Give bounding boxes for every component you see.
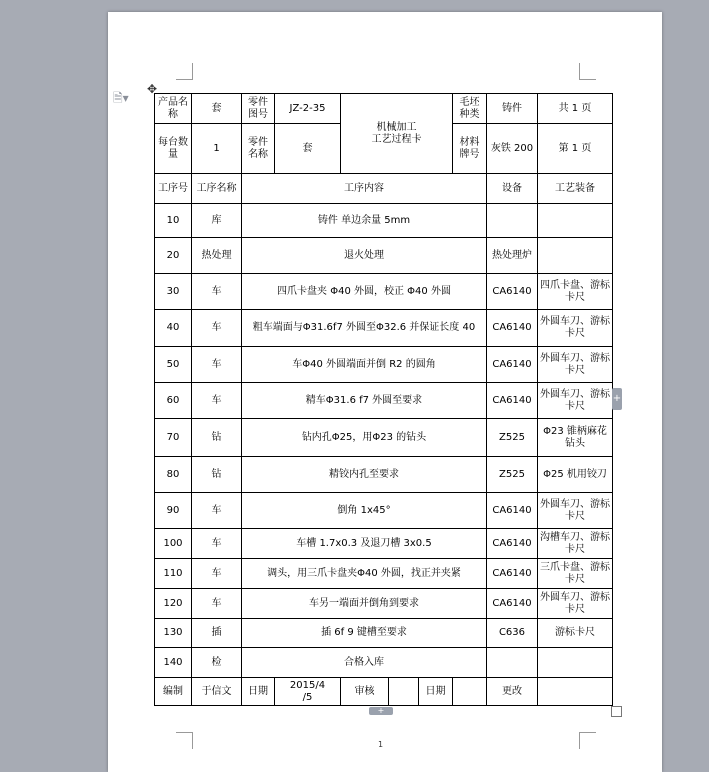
- op-equipment: CA6140: [487, 310, 538, 347]
- op-equipment: [487, 648, 538, 678]
- change-value: [538, 678, 613, 706]
- table-add-column-handle[interactable]: +: [612, 388, 622, 410]
- op-no: 130: [155, 619, 192, 648]
- op-content: 钻内孔Φ25，用Φ23 的钻头: [242, 419, 487, 457]
- material-value: 灰铁 200: [487, 124, 538, 174]
- op-no: 40: [155, 310, 192, 347]
- product-name-label: 产品名称: [155, 94, 192, 124]
- op-tooling: 外圆车刀、游标卡尺: [538, 347, 613, 383]
- op-equipment: CA6140: [487, 559, 538, 589]
- op-tooling: 三爪卡盘、游标卡尺: [538, 559, 613, 589]
- op-equipment: CA6140: [487, 347, 538, 383]
- operation-rows: [155, 204, 613, 678]
- op-name: 车: [192, 347, 242, 383]
- part-drawing-no-value: JZ-2-35: [275, 94, 341, 124]
- prepared-by: 于信文: [192, 678, 242, 706]
- date-value: [275, 678, 341, 706]
- part-name-label: 零件名称: [242, 124, 275, 174]
- op-content: 精车Φ31.6 f7 外圆至要求: [242, 383, 487, 419]
- op-equipment: CA6140: [487, 589, 538, 619]
- op-name: 钻: [192, 419, 242, 457]
- operation-row: [155, 493, 613, 529]
- total-pages: 共 1 页: [538, 94, 613, 124]
- op-content: 铸件 单边余量 5mm: [242, 204, 487, 238]
- operation-row: [155, 383, 613, 419]
- operation-row: [155, 619, 613, 648]
- op-equipment: CA6140: [487, 493, 538, 529]
- op-name: 车: [192, 559, 242, 589]
- operation-row: [155, 238, 613, 274]
- op-name: 车: [192, 493, 242, 529]
- op-no: 60: [155, 383, 192, 419]
- op-content: 车Φ40 外圆端面并倒 R2 的圆角: [242, 347, 487, 383]
- col-op-name: 工序名称: [192, 174, 242, 204]
- page-no: 第 1 页: [538, 124, 613, 174]
- op-equipment: C636: [487, 619, 538, 648]
- op-no: 30: [155, 274, 192, 310]
- date2-label: 日期: [419, 678, 453, 706]
- op-equipment: CA6140: [487, 529, 538, 559]
- op-tooling: 游标卡尺: [538, 619, 613, 648]
- prepared-label: 编制: [155, 678, 192, 706]
- op-content: 退火处理: [242, 238, 487, 274]
- op-name: 车: [192, 274, 242, 310]
- op-content: 粗车端面与Φ31.6f7 外圆至Φ32.6 并保证长度 40: [242, 310, 487, 347]
- date2-value: [453, 678, 487, 706]
- col-op-no: 工序号: [155, 174, 192, 204]
- part-drawing-no-label: 零件图号: [242, 94, 275, 124]
- operation-row: [155, 274, 613, 310]
- blank-type-label: 毛坯种类: [453, 94, 487, 124]
- operation-row: [155, 419, 613, 457]
- op-name: 钻: [192, 457, 242, 493]
- op-content: 车槽 1.7x0.3 及退刀槽 3x0.5: [242, 529, 487, 559]
- card-title: [341, 94, 453, 174]
- op-no: 90: [155, 493, 192, 529]
- op-tooling: Φ23 锥柄麻花钻头: [538, 419, 613, 457]
- table-move-handle-icon[interactable]: ✥: [146, 82, 158, 96]
- op-no: 140: [155, 648, 192, 678]
- op-tooling: 沟槽车刀、游标卡尺: [538, 529, 613, 559]
- qty-per-unit-value: 1: [192, 124, 242, 174]
- operation-row: [155, 457, 613, 493]
- op-tooling: [538, 204, 613, 238]
- op-no: 100: [155, 529, 192, 559]
- op-content: 插 6f 9 键槽至要求: [242, 619, 487, 648]
- op-tooling: 外圆车刀、游标卡尺: [538, 589, 613, 619]
- op-content: 合格入库: [242, 648, 487, 678]
- table-add-row-handle[interactable]: +: [369, 707, 393, 715]
- header-block: [155, 94, 613, 204]
- op-name: 车: [192, 383, 242, 419]
- operation-row: [155, 204, 613, 238]
- date-line2: /5: [302, 691, 313, 703]
- change-label: 更改: [487, 678, 538, 706]
- op-tooling: Φ25 机用铰刀: [538, 457, 613, 493]
- card-title-line2: 工艺过程卡: [371, 133, 422, 145]
- crop-mark-bottom-right: [579, 732, 596, 749]
- crop-mark-top-left: [176, 63, 193, 80]
- review-label: 审核: [341, 678, 389, 706]
- operation-row: [155, 589, 613, 619]
- operation-row: [155, 310, 613, 347]
- op-name: 检: [192, 648, 242, 678]
- part-name-value: 套: [275, 124, 341, 174]
- operation-row: [155, 347, 613, 383]
- op-tooling: 外圆车刀、游标卡尺: [538, 383, 613, 419]
- op-content: 车另一端面并倒角到要求: [242, 589, 487, 619]
- blank-type-value: 铸件: [487, 94, 538, 124]
- process-card-table: [154, 93, 613, 706]
- op-no: 110: [155, 559, 192, 589]
- op-no: 120: [155, 589, 192, 619]
- product-name-value: 套: [192, 94, 242, 124]
- qty-per-unit-label: 每台数量: [155, 124, 192, 174]
- op-no: 20: [155, 238, 192, 274]
- op-tooling: 外圆车刀、游标卡尺: [538, 493, 613, 529]
- op-content: 精铰内孔至要求: [242, 457, 487, 493]
- op-no: 80: [155, 457, 192, 493]
- footer-block: [155, 678, 613, 706]
- op-equipment: CA6140: [487, 383, 538, 419]
- table-resize-handle[interactable]: [611, 706, 622, 717]
- operation-row: [155, 529, 613, 559]
- column-header-row: [155, 174, 613, 204]
- crop-mark-bottom-left: [176, 732, 193, 749]
- op-equipment: CA6140: [487, 274, 538, 310]
- op-no: 10: [155, 204, 192, 238]
- review-by: [389, 678, 419, 706]
- document-icon[interactable]: 🗎▾: [113, 91, 129, 105]
- card-title-line1: 机械加工: [376, 121, 417, 133]
- op-tooling: 外圆车刀、游标卡尺: [538, 310, 613, 347]
- op-name: 热处理: [192, 238, 242, 274]
- op-content: 四爪卡盘夹 Φ40 外圆，校正 Φ40 外圆: [242, 274, 487, 310]
- op-equipment: [487, 204, 538, 238]
- page-number: 1: [378, 740, 384, 749]
- op-equipment: Z525: [487, 457, 538, 493]
- col-equipment: 设备: [487, 174, 538, 204]
- op-tooling: [538, 238, 613, 274]
- op-name: 插: [192, 619, 242, 648]
- material-label: 材料牌号: [453, 124, 487, 174]
- operation-row: [155, 648, 613, 678]
- op-name: 车: [192, 529, 242, 559]
- op-no: 70: [155, 419, 192, 457]
- col-content: 工序内容: [242, 174, 487, 204]
- op-content: 倒角 1x45°: [242, 493, 487, 529]
- op-no: 50: [155, 347, 192, 383]
- op-name: 车: [192, 310, 242, 347]
- op-content: 调头，用三爪卡盘夹Φ40 外圆，找正并夹紧: [242, 559, 487, 589]
- op-name: 车: [192, 589, 242, 619]
- col-tooling: 工艺装备: [538, 174, 613, 204]
- op-tooling: 四爪卡盘、游标卡尺: [538, 274, 613, 310]
- crop-mark-top-right: [579, 63, 596, 80]
- op-equipment: 热处理炉: [487, 238, 538, 274]
- op-equipment: Z525: [487, 419, 538, 457]
- date-label: 日期: [242, 678, 275, 706]
- op-tooling: [538, 648, 613, 678]
- date-line1: 2015/4: [289, 679, 326, 691]
- operation-row: [155, 559, 613, 589]
- op-name: 库: [192, 204, 242, 238]
